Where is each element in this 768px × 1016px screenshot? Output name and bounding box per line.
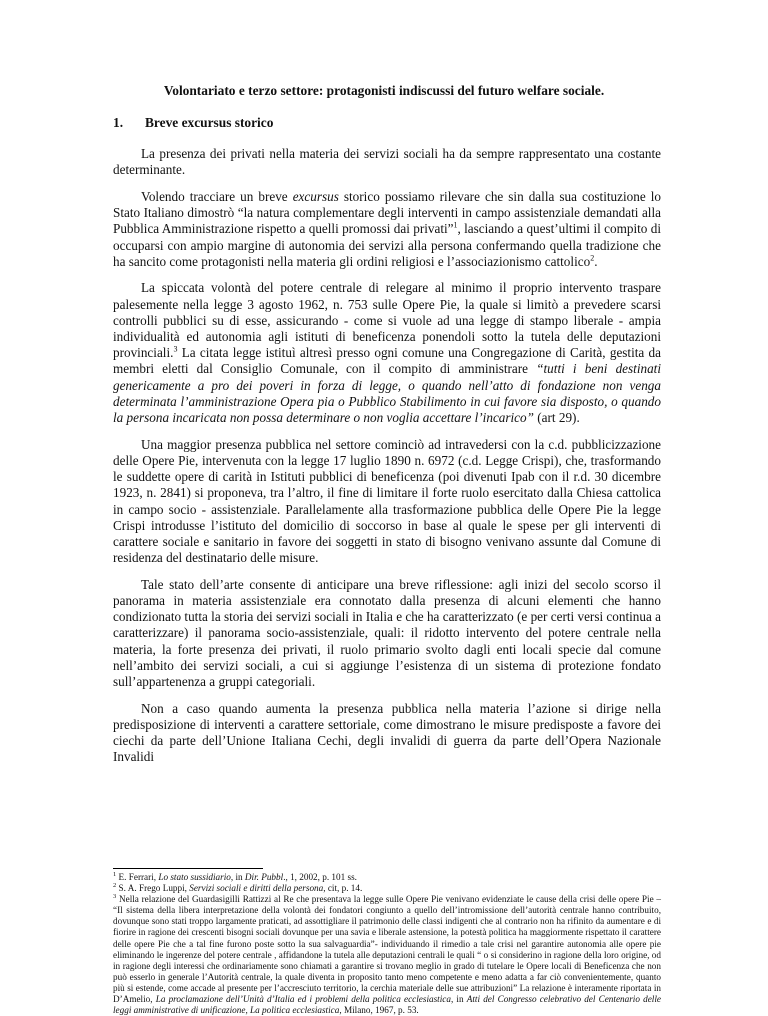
italic-text: excursus [292, 188, 339, 204]
italic-text: “tutti i beni destinati genericamente a pro dei poveri in forza di legge, o quando nell’atto di fondazione non venga determinata l’amministrazione Opera pia o Pubblico Stabilimento in cui favore sia disposto, o quando la persona incaricata non possa determinare o non voglia accettare l’incarico” [113, 361, 662, 426]
footnote-separator [113, 868, 263, 869]
text-run: , in [450, 994, 467, 1005]
section-number: 1. [113, 115, 124, 130]
paragraph [113, 701, 661, 766]
paragraph [113, 189, 661, 270]
text-run: La spiccata volontà del potere centrale di relegare al minimo il proprio intervento traspare palesemente nella legge 3 agosto 1962, n. 753 sulle Opere Pie, la quale si limitò a prevedere scarsi controlli pubblici su di esse, assicurando - come si vuole ad una legge di stampo liberale - ampia individualità ed autonomia agli istituti di beneficenza ponendoli sotto la tutela delle deputazioni provinciali. [113, 280, 661, 361]
paragraph [113, 146, 661, 178]
text-run: , Milano, 1967, p. 53. [339, 1005, 419, 1016]
section-title: Breve excursus storico [145, 115, 274, 130]
italic-text: Servizi sociali e diritti della persona [189, 883, 324, 894]
text-run: Una maggior presenza pubblica nel settore cominciò ad intravedersi con la c.d. pubblicizzazione delle Opere Pie, intervenuta con la legge 17 luglio 1890 n. 6972 (c.d. Legge Crispi), che, trasformando le suddette opere di carità in Istituti pubblici di beneficenza (poi divenuti Ipab con il r.d. 30 dicembre 1923, n. 2841) si proponeva, tra l’altro, il fine di limitare il forte ruolo esercitato dalla Chiesa cattolica in campo socio - assistenziale. Parallelamente alla trasformazione pubblica delle Opere Pie la legge Crispi introdusse l’istituto del domicilio di soccorso in base al quale le spese per gli interventi di carattere sociale e sanitario in favore dei soggetti in stato di bisogno venivano assunte dal Comune di residenza del destinatario delle misure. [113, 436, 661, 566]
section-heading [113, 115, 273, 131]
footnote [113, 872, 661, 883]
paragraph [113, 577, 661, 690]
text-run: (art 29). [533, 410, 580, 426]
paragraph [113, 280, 661, 426]
footnote-ref: 3 [113, 893, 117, 901]
footnote [113, 883, 661, 894]
text-run: E. Ferrari, [116, 872, 159, 882]
text-run: . [594, 253, 598, 269]
text-run: S. A. Frego Luppi, [116, 883, 190, 894]
footnote-ref: 2 [113, 882, 117, 890]
text-run: storico possiamo rilevare che sin dalla sua costituzione lo Stato Italiano dimostrò “la natura complementare degli interventi in campo assistenziale demandati alla Pubblica Amministrazione rispetto a quelli promossi dai privati” [113, 188, 661, 237]
text-run: Nella relazione del Guardasigilli Rattizzi al Re che presentava la legge sulle Opere Pie venivano evidenziate le cause della crisi delle opere Pie – “Il sistema della libera interpretazione della volontà dei fondatori congiunto a quello dell’intromissione dell’autorità centrale hanno contribuito, dovunque sono stati troppo largamente praticati, ad assottigliare il patrimonio delle classi indigenti che al contrario non ha rifinito da aumentare e di fiorire in ragione dei crescenti bisogni sociali dovunque per una savia e liberale astensione, la potestà politica ha maggiormente rispettato il carattere delle opere Pie che a tal fine furono poste sotto la sua salvaguardia”- individuando il rimedio a tale crisi nel garantire autonomia alle opere pie eliminando le ingerenze del potere centrale , affidandone la tutela alle deputazioni centrali le quali “ o si considerino in ragione della loro origine, od in ragione degli interessi che ordinariamente sono chiamati a garantire si trovano meglio in grado di tutelare le Opere locali di Beneficenza che non può esserlo in generale l’Autorità centrale, la quale diventa in proposito tanto meno competente e meno adatta a far ciò convenientemente, quanto più si estende, come accade al presente per l’accresciuto territorio, la cerchia materiale delle sue attribuzioni” La relazione è interamente riportata in D’Amelio, [113, 894, 661, 1005]
text-run: Volendo tracciare un breve [141, 188, 293, 204]
footnote [113, 894, 661, 1016]
italic-text: La proclamazione dell’Unità d’Italia ed i problemi della politica ecclesiastica [155, 994, 451, 1005]
text-run: Tale stato dell’arte consente di anticipare una breve riflessione: agli inizi del secolo scorso il panorama in materia assistenziale era connotato dalla presenza di alcuni elementi che hanno condizionato tutta la storia dei servizi sociali in Italia e che ha caratterizzato (e per certi versi continua a caratterizzare) il panorama socio-assistenziale, quali: il ridotto intervento del potere centrale nella materia, la forte presenza dei privati, il ruolo primario svolto dagli enti locali specie dal comune nell’ambito dei servizi sociali, a cui si aggiunge l’esistenza di un sistema di protezione fondato sull’appartenenza a gruppi categoriali. [113, 576, 661, 690]
paragraph [113, 437, 661, 567]
footnote-ref: 1 [113, 870, 117, 878]
footnote-ref: 1 [453, 220, 458, 230]
text-run: Non a caso quando aumenta la presenza pubblica nella materia l’azione si dirige nella predisposizione di interventi a carattere settoriale, come dimostrano le misure predisposte a favore dei ciechi da parte dell’Unione Italiana Cechi, degli invalidi di guerra da parte dell’Opera Nazionale Invalidi [113, 700, 661, 765]
text-run: , lasciando a quest’ultimi il compito di occuparsi con ampio margine di autonomia dei servizi alla persona confermando quella tradizione che ha sancito come protagonisti nella materia gli ordini religiosi e l’associazionismo cattolico [113, 221, 661, 269]
text-run: La presenza dei privati nella materia dei servizi sociali ha da sempre rappresentato una costante determinante. [113, 146, 661, 178]
italic-text: Dir. Pubbl [244, 872, 284, 882]
footnote-ref: 2 [590, 253, 595, 263]
italic-text: Lo stato sussidiario [158, 872, 231, 882]
document-title: Volontariato e terzo settore: protagonisti indiscussi del futuro welfare sociale. [163, 83, 605, 98]
footnotes [113, 872, 661, 1016]
text-run: ., 1, 2002, p. 101 ss. [283, 872, 357, 882]
italic-text: Atti del Congresso celebrativo del Centenario delle leggi amministrative di unificazione, La politica ecclesiastica [113, 994, 661, 1016]
body-text [113, 146, 661, 776]
footnote-ref: 3 [173, 344, 178, 354]
text-run: La citata legge istituì altresì presso ogni comune una Congregazione di Carità, gestita da membri eletti dal Consiglio Comunale, con il compito di amministrare [113, 345, 661, 377]
text-run: , cit, p. 14. [323, 883, 363, 894]
text-run: , in [230, 872, 245, 882]
